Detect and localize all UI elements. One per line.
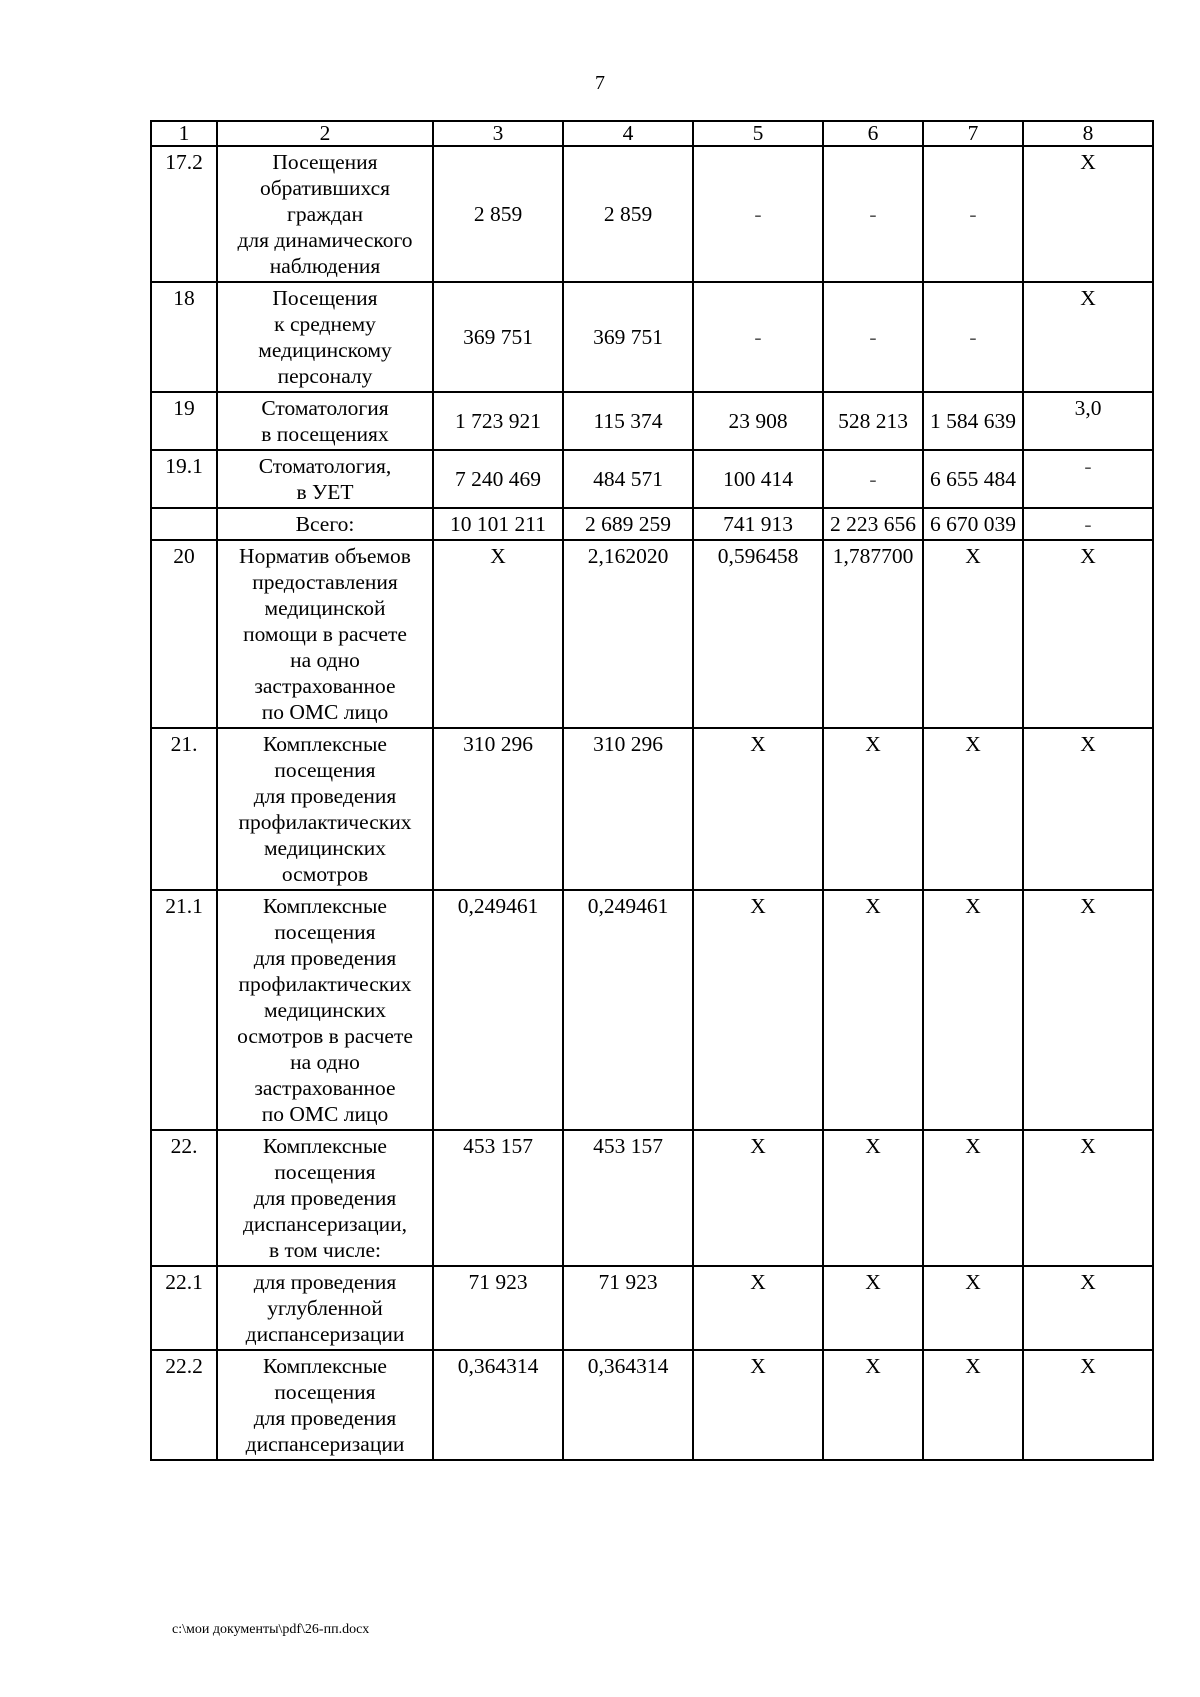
table-header-row bbox=[151, 121, 1153, 146]
row-name-cell: Комплексные посещения для проведения профилактических медицинских осмотров bbox=[217, 728, 433, 890]
row-number-cell: 20 bbox=[151, 540, 217, 728]
value-cell: 484 571 bbox=[563, 450, 693, 508]
value-cell: X bbox=[823, 890, 923, 1130]
value-cell: 2 223 656 bbox=[823, 508, 923, 540]
row-number-cell: 22. bbox=[151, 1130, 217, 1266]
value-cell: X bbox=[1023, 540, 1153, 728]
value-cell: X bbox=[693, 1350, 823, 1460]
value-cell: 528 213 bbox=[823, 392, 923, 450]
value-cell: X bbox=[1023, 1130, 1153, 1266]
row-name-cell: Комплексные посещения для проведения диспансеризации, в том числе: bbox=[217, 1130, 433, 1266]
row-number-cell: 18 bbox=[151, 282, 217, 392]
value-cell: X bbox=[923, 1130, 1023, 1266]
table-row bbox=[151, 392, 1153, 450]
value-cell: 0,364314 bbox=[563, 1350, 693, 1460]
value-cell: X bbox=[1023, 1350, 1153, 1460]
value-cell: 310 296 bbox=[563, 728, 693, 890]
value-cell: 1 584 639 bbox=[923, 392, 1023, 450]
total-row bbox=[151, 508, 1153, 540]
value-cell: - bbox=[823, 282, 923, 392]
value-cell: X bbox=[693, 1266, 823, 1350]
value-cell: X bbox=[923, 890, 1023, 1130]
value-cell: 369 751 bbox=[563, 282, 693, 392]
value-cell: 0,249461 bbox=[563, 890, 693, 1130]
value-cell: 2 859 bbox=[563, 146, 693, 282]
row-number-cell bbox=[151, 508, 217, 540]
row-name-cell: для проведения углубленной диспансеризации bbox=[217, 1266, 433, 1350]
header-cell: 8 bbox=[1023, 121, 1153, 146]
value-cell: 2 689 259 bbox=[563, 508, 693, 540]
value-cell: 0,364314 bbox=[433, 1350, 563, 1460]
table-row bbox=[151, 540, 1153, 728]
value-cell: 741 913 bbox=[693, 508, 823, 540]
header-cell: 5 bbox=[693, 121, 823, 146]
value-cell: 6 670 039 bbox=[923, 508, 1023, 540]
row-number-cell: 21. bbox=[151, 728, 217, 890]
page-number: 7 bbox=[595, 72, 605, 94]
value-cell: X bbox=[433, 540, 563, 728]
value-cell: X bbox=[823, 728, 923, 890]
data-table bbox=[150, 120, 1154, 1461]
value-cell: 0,249461 bbox=[433, 890, 563, 1130]
value-cell: 453 157 bbox=[433, 1130, 563, 1266]
value-cell: X bbox=[1023, 146, 1153, 282]
value-cell: 3,0 bbox=[1023, 392, 1153, 450]
row-name-cell: Посещения обратившихся граждан для динамического наблюдения bbox=[217, 146, 433, 282]
row-name-cell: Комплексные посещения для проведения профилактических медицинских осмотров в расчете на одно застрахованное по ОМС лицо bbox=[217, 890, 433, 1130]
row-name-cell: Посещения к среднему медицинскому персоналу bbox=[217, 282, 433, 392]
value-cell: X bbox=[823, 1130, 923, 1266]
value-cell: - bbox=[693, 282, 823, 392]
value-cell: 0,596458 bbox=[693, 540, 823, 728]
row-number-cell: 21.1 bbox=[151, 890, 217, 1130]
value-cell: X bbox=[923, 728, 1023, 890]
value-cell: - bbox=[823, 450, 923, 508]
value-cell: X bbox=[1023, 282, 1153, 392]
header-cell: 1 bbox=[151, 121, 217, 146]
value-cell: 71 923 bbox=[563, 1266, 693, 1350]
row-number-cell: 19 bbox=[151, 392, 217, 450]
row-number-cell: 22.2 bbox=[151, 1350, 217, 1460]
value-cell: 71 923 bbox=[433, 1266, 563, 1350]
row-number-cell: 22.1 bbox=[151, 1266, 217, 1350]
value-cell: - bbox=[923, 282, 1023, 392]
value-cell: X bbox=[693, 728, 823, 890]
value-cell: 369 751 bbox=[433, 282, 563, 392]
row-name-cell: Всего: bbox=[217, 508, 433, 540]
row-name-cell: Стоматология в посещениях bbox=[217, 392, 433, 450]
value-cell: - bbox=[923, 146, 1023, 282]
value-cell: X bbox=[693, 1130, 823, 1266]
value-cell: 6 655 484 bbox=[923, 450, 1023, 508]
table-row bbox=[151, 1130, 1153, 1266]
table-row bbox=[151, 1350, 1153, 1460]
row-name-cell: Комплексные посещения для проведения диспансеризации bbox=[217, 1350, 433, 1460]
value-cell: X bbox=[1023, 728, 1153, 890]
row-number-cell: 19.1 bbox=[151, 450, 217, 508]
value-cell: X bbox=[693, 890, 823, 1130]
row-number-cell: 17.2 bbox=[151, 146, 217, 282]
value-cell: X bbox=[923, 1266, 1023, 1350]
value-cell: X bbox=[923, 1350, 1023, 1460]
value-cell: 310 296 bbox=[433, 728, 563, 890]
value-cell: 453 157 bbox=[563, 1130, 693, 1266]
table-row bbox=[151, 728, 1153, 890]
table-row bbox=[151, 1266, 1153, 1350]
value-cell: 115 374 bbox=[563, 392, 693, 450]
value-cell: - bbox=[1023, 450, 1153, 508]
table-row bbox=[151, 450, 1153, 508]
value-cell: 1,787700 bbox=[823, 540, 923, 728]
value-cell: - bbox=[1023, 508, 1153, 540]
value-cell: X bbox=[823, 1350, 923, 1460]
table-row bbox=[151, 146, 1153, 282]
row-name-cell: Норматив объемов предоставления медицинской помощи в расчете на одно застрахованное по ОМС лицо bbox=[217, 540, 433, 728]
header-cell: 3 bbox=[433, 121, 563, 146]
value-cell: - bbox=[693, 146, 823, 282]
value-cell: - bbox=[823, 146, 923, 282]
row-name-cell: Стоматология, в УЕТ bbox=[217, 450, 433, 508]
value-cell: 2 859 bbox=[433, 146, 563, 282]
header-cell: 7 bbox=[923, 121, 1023, 146]
header-cell: 2 bbox=[217, 121, 433, 146]
table-row bbox=[151, 282, 1153, 392]
value-cell: 10 101 211 bbox=[433, 508, 563, 540]
value-cell: X bbox=[923, 540, 1023, 728]
value-cell: X bbox=[1023, 890, 1153, 1130]
table-row bbox=[151, 890, 1153, 1130]
value-cell: 2,162020 bbox=[563, 540, 693, 728]
value-cell: X bbox=[1023, 1266, 1153, 1350]
header-cell: 6 bbox=[823, 121, 923, 146]
value-cell: X bbox=[823, 1266, 923, 1350]
header-cell: 4 bbox=[563, 121, 693, 146]
value-cell: 7 240 469 bbox=[433, 450, 563, 508]
value-cell: 1 723 921 bbox=[433, 392, 563, 450]
value-cell: 100 414 bbox=[693, 450, 823, 508]
value-cell: 23 908 bbox=[693, 392, 823, 450]
file-path-footer: c:\мои документы\pdf\26-пп.docx bbox=[172, 1622, 370, 1637]
